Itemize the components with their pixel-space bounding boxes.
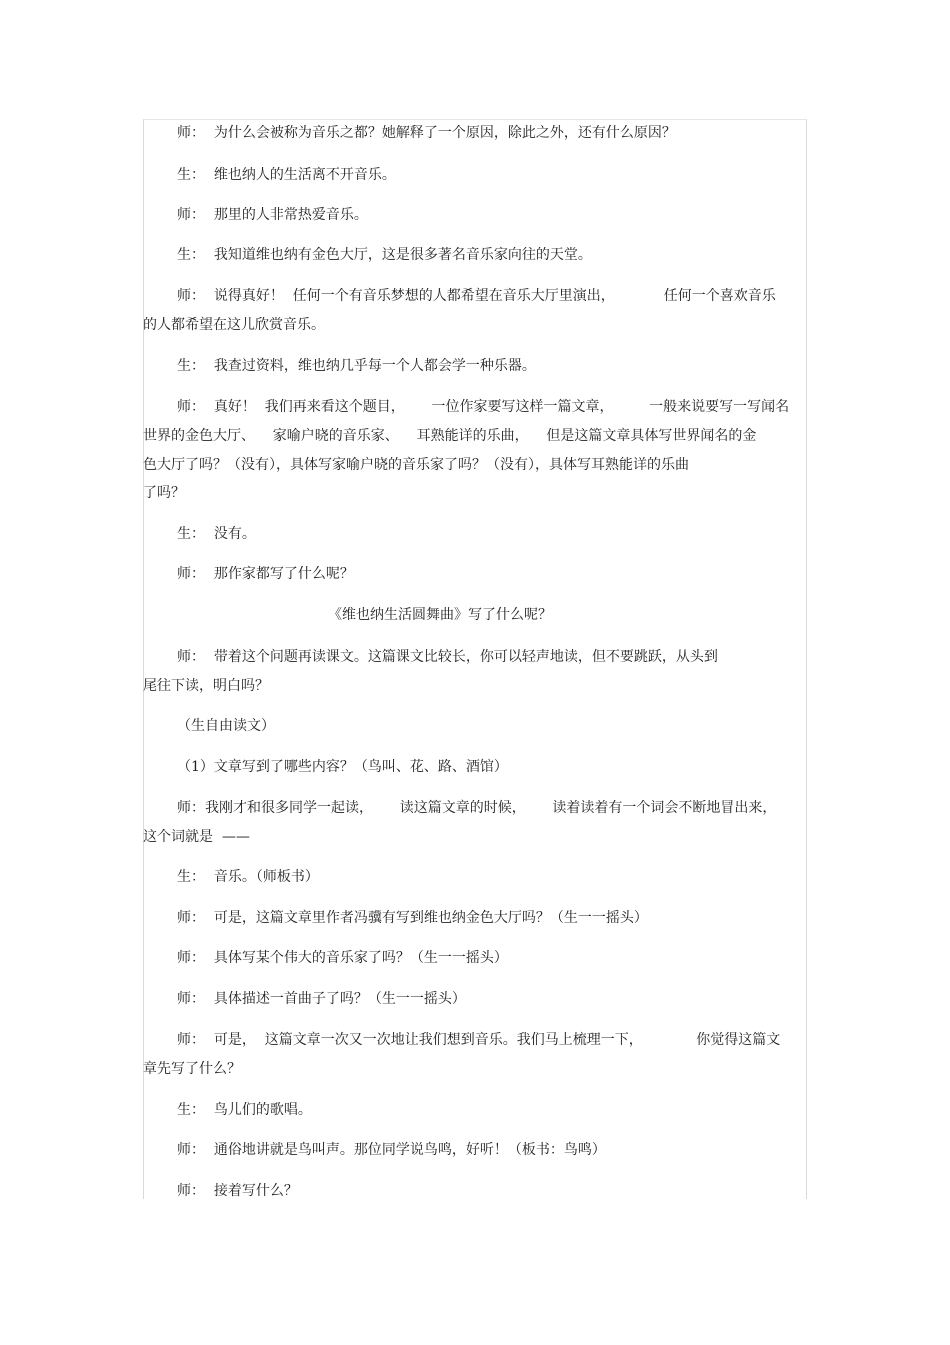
dialogue-line: 师： 可是， 这篇文章一次又一次地让我们想到音乐。我们马上梳理一下， 你觉得这篇文 — [177, 1032, 781, 1048]
section-heading: 《维也纳生活圆舞曲》写了什么呢？ — [328, 607, 552, 623]
dialogue-line-continuation: 尾往下读，明白吗？ — [143, 678, 269, 694]
dialogue-line: 师： 为什么会被称为音乐之都？她解释了一个原因，除此之外，还有什么原因？ — [177, 125, 676, 141]
dialogue-line-continuation: 色大厅了吗？（没有），具体写家喻户晓的音乐家了吗？（没有），具体写耳熟能详的乐曲 — [143, 457, 689, 473]
dialogue-line: 生： 维也纳人的生活离不开音乐。 — [177, 167, 396, 183]
dialogue-line: 生： 没有。 — [177, 526, 256, 542]
dialogue-line: 师： 那里的人非常热爱音乐。 — [177, 207, 368, 223]
dialogue-line: 师： 真好！ 我们再来看这个题目， 一位作家要写这样一篇文章， 一般来说要写一写闻名 — [177, 399, 790, 415]
dialogue-line: 生： 音乐。（师板书） — [177, 869, 319, 885]
dialogue-line: 师： 带着这个问题再读课文。这篇课文比较长，你可以轻声地读，但不要跳跃，从头到 — [177, 649, 718, 665]
dialogue-line: 师： 具体描述一首曲子了吗？（生一一摇头） — [177, 991, 466, 1007]
dialogue-line-continuation: 这个词就是 —— — [143, 829, 250, 845]
dialogue-line: 师： 接着写什么？ — [177, 1183, 298, 1199]
dialogue-line-continuation: 章先写了什么？ — [143, 1061, 241, 1077]
dialogue-line-continuation: 世界的金色大厅、 家喻户晓的音乐家、 耳熟能详的乐曲， 但是这篇文章具体写世界闻名的金 — [143, 428, 757, 444]
dialogue-line-continuation: 的人都希望在这儿欣赏音乐。 — [143, 317, 325, 333]
dialogue-line-continuation: 了吗？ — [143, 485, 185, 501]
dialogue-line: 生： 鸟儿们的歌唱。 — [177, 1102, 312, 1118]
dialogue-line: 生： 我查过资料，维也纳几乎每一个人都会学一种乐器。 — [177, 358, 536, 374]
dialogue-line: 生： 我知道维也纳有金色大厅，这是很多著名音乐家向往的天堂。 — [177, 247, 592, 263]
dialogue-line: 师： 具体写某个伟大的音乐家了吗？（生一一摇头） — [177, 950, 508, 966]
dialogue-line: 师： 可是，这篇文章里作者冯骥有写到维也纳金色大厅吗？（生一一摇头） — [177, 910, 648, 926]
question-item: （1）文章写到了哪些内容？（鸟叫、花、路、酒馆） — [177, 759, 508, 775]
dialogue-line: 师：我刚才和很多同学一起读， 读这篇文章的时候， 读着读着有一个词会不断地冒出来， — [177, 800, 777, 816]
dialogue-line: 师： 通俗地讲就是鸟叫声。那位同学说鸟鸣，好听！（板书：鸟鸣） — [177, 1142, 606, 1158]
stage-note: （生自由读文） — [177, 718, 275, 734]
dialogue-line: 师： 那作家都写了什么呢？ — [177, 566, 354, 582]
dialogue-line: 师： 说得真好！ 任何一个有音乐梦想的人都希望在音乐大厅里演出， 任何一个喜欢音乐 — [177, 288, 776, 304]
